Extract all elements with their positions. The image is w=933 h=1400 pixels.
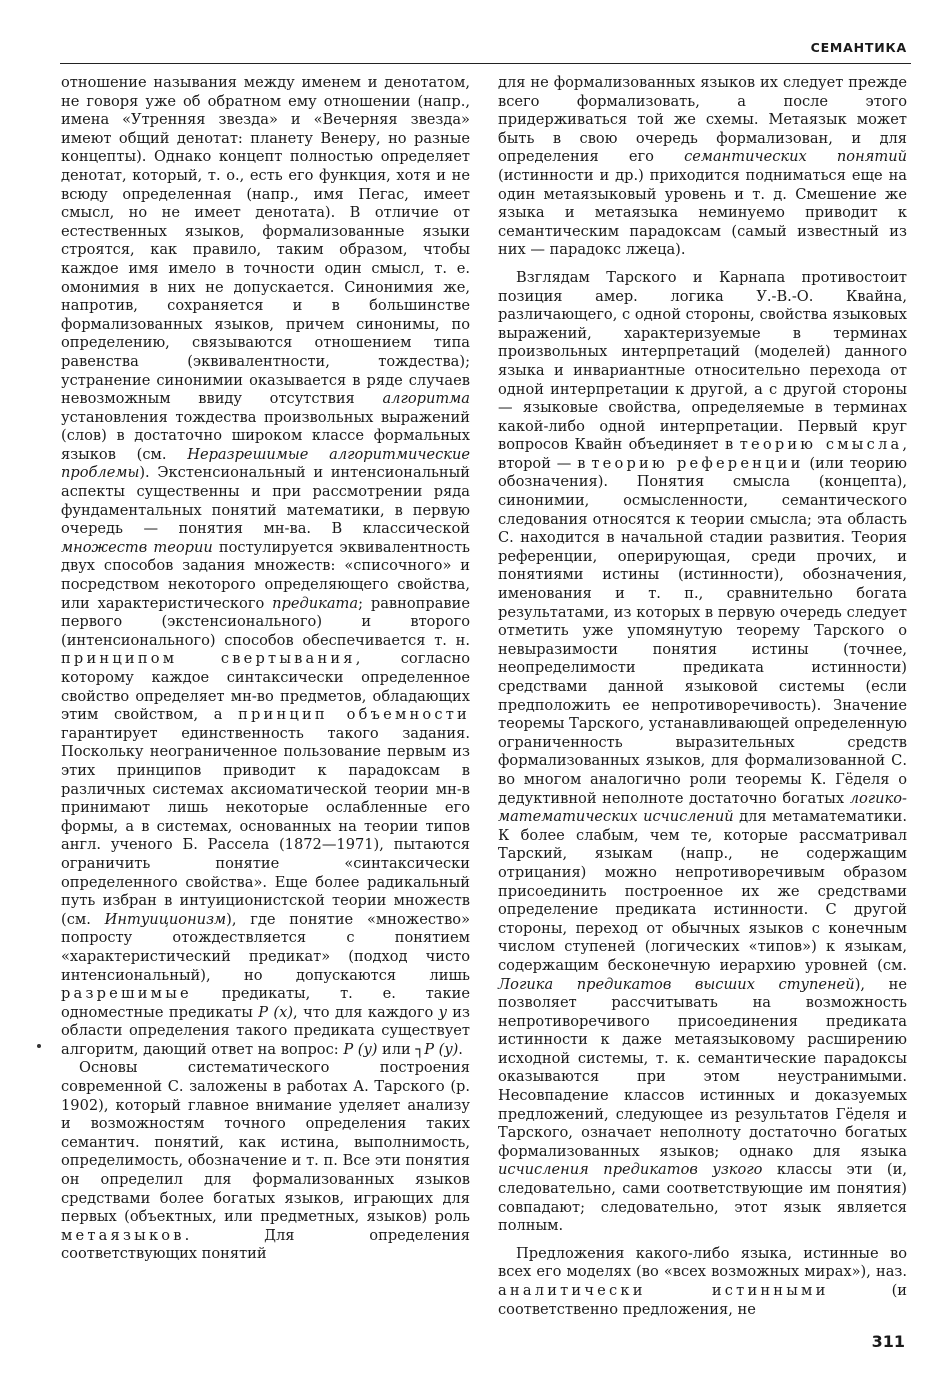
text-run: гарантирует единственность такого задания. Поскольку неограниченное пользование первым из этих принципов приводит к парадоксам в различных системах аксиоматической теории мн-в принимают лишь некоторые ослабленные его формы, а в системах, основанных на теории типов англ. ученого Б. Рассела (1872—1971), пытаются ограничить понятие «синтаксически определенного свойства». Еще более радикальный путь избран в интуиционистской теории множеств (см. [61, 724, 470, 928]
italic-term: семантических понятий [684, 148, 908, 166]
running-head: СЕМАНТИКА [810, 40, 907, 55]
text-run: Предложения какого-либо языка, истинные во всех его моделях (во «всех возможных мирах»), наз. [498, 1244, 907, 1281]
spaced-term: аналитически истинными [498, 1282, 829, 1299]
text-run: . [458, 1040, 463, 1058]
paragraph [61, 1059, 470, 1264]
header-rule [60, 63, 911, 64]
italic-term: предиката [272, 594, 359, 612]
text-run: предикаты, т. е. такие одноместные предикаты [61, 985, 470, 1021]
text-run: Взглядам Тарского и Карнапа противостоит позиция амер. логика У.-В.-О. Квайна, различающего, с одной стороны, свойства языковых выражений, характеризуемые в терминах произвольных интерпретаций (моделей) данного языка и инвариантные относительно перехода от одной интерпретации к другой, а с другой стороны — языковые свойства, определяемые в терминах какой-либо одной интерпретации. Первый круг вопросов Квайн объединяет в [498, 268, 907, 454]
italic-term: P (x) [258, 1003, 294, 1021]
italic-term: множеств теории [61, 538, 213, 556]
paragraph [498, 269, 907, 1236]
text-run: ), не позволяет рассчитывать на возможность непротиворечивого присоединения предиката истинности к даже метаязыковому расширению исходной системы, т. к. семантические парадоксы оказываются при этом неустранимыми. Несовпадение классов истинных и доказуемых предложений, следующее из результатов Гёделя и Тарского, означает неполноту достаточно богатых формализованных языков; однако для языка [498, 975, 907, 1160]
italic-term: Интуиционизм [104, 910, 227, 928]
text-run: отношение называния между именем и денотатом, не говоря уже об обратном ему отношении (напр., имена «Утренняя звезда» и «Вечерняя звезда» имеют общий денотат: планету Венеру, но разные концепты). Однако концепт полностью определяет денотат, который, т. о., есть его функция, хотя и не всюду определенная (напр., имя Пегас, имеет смысл, но не имеет денотата). В отличие от естественных языков, формализованные языки строятся, как правило, таким образом, чтобы каждое имя имело в точности один смысл, т. е. омонимия в них не допускается. Синонимия же, напротив, сохраняется и в большинстве формализованных языков, причем синонимы, по определению, связываются отношением типа равенства (эквивалентности, тождества); устранение синонимии оказывается в ряде случаев невозможным ввиду отсутствия [61, 74, 470, 408]
italic-term: P (y) [424, 1040, 459, 1058]
text-run: (истинности и др.) приходится подниматься еще на один метаязыковый уровень и т. д. Смешение же языка и метаязыка неминуемо приводит к семантическим парадоксам (самый известный из них — парадокс лжеца). [498, 166, 907, 259]
text-run: установления тождества произвольных выражений (слов) в достаточно широком классе формальных языков (см. [61, 408, 470, 463]
text-run: или ┐ [377, 1040, 425, 1058]
text-run: ), где понятие «множество» попросту отождествляется с понятием «характеристический предикат» (подход чисто интенсиональный), но допускаются лишь [61, 910, 471, 984]
text-run: . Для определения соответствующих понятий [61, 1226, 470, 1263]
text-run: (или теорию обозначения). Понятия смысла (концепта), синонимии, осмысленности, семантического следования относятся к теории смысла; эта область С. находится в начальной стадии развития. Теория референции, оперирующая, среди прочих, и понятиями истины (истинности), обозначения, именования и т. п., сравнительно богата результатами, из которых в первую очередь следует отметить уже упомянутую теорему Тарского о невыразимости понятия истины (точнее, неопределимости предиката истинности) средствами данной языковой системы (если предположить ее непротиворечивость). Значение теоремы Тарского, устанавливающей определенную ограниченность выразительных средств формализованных языков, для формализованной С. во многом аналогично роли теоремы К. Гёделя о дедуктивной неполноте достаточно богатых [498, 454, 907, 807]
text-run: классы эти (и, следовательно, сами соответствующие им понятия) совпадают; следовательно, этот язык является полным. [498, 1161, 907, 1235]
text-run: (и соответственно предложения, не [498, 1282, 907, 1318]
spaced-term: теорию смысла [739, 436, 903, 454]
spaced-term: теорию референции [591, 454, 804, 472]
italic-term: y [438, 1003, 447, 1021]
italic-term: исчисления предикатов узкого [498, 1161, 763, 1179]
page-number: 311 [871, 1332, 905, 1351]
left-column [61, 74, 470, 1264]
text-run: для метаматематики. К более слабым, чем те, которые рассматривал Тарский, языкам (напр., не содержащим отрицания) можно непротиворечивым образом присоединить построенное их же средствами определение предиката истинности. С другой стороны, переход от обычных языков с конечным числом ступеней (логических «типов») к языкам, содержащим бесконечную иерархию уровней (см. [498, 808, 908, 974]
margin-mark [37, 1044, 41, 1048]
paragraph [498, 74, 907, 260]
spaced-term: принцип объемности [238, 706, 470, 724]
italic-term: логико-математических исчислений [498, 789, 907, 826]
spaced-term: метаязыков [61, 1226, 185, 1244]
italic-term: Неразрешимые алгоритмические проблемы [61, 445, 471, 482]
paragraph [498, 1245, 907, 1319]
text-run: ). Экстенсиональный и интенсиональный аспекты существенны и при рассмотрении ряда фундаментальных понятий математики, в первую очередь — понятия мн-ва. В классической [61, 464, 470, 538]
text-run: постулируется эквивалентность двух способов задания множеств: «списочного» и посредством некоторого определяющего свойства, или характеристического [61, 538, 470, 612]
italic-term: Логика предикатов высших ступеней [498, 975, 855, 993]
text-run: , согласно которому каждое синтаксически определенное свойство определяет мн-во предметов, обладающих этим свойством, а [61, 650, 470, 724]
text-run: ; равноправие первого (экстенсионального) и второго (интенсионального) способов обеспечивается т. н. [61, 594, 470, 649]
text-run: Основы систематического построения современной С. заложены в работах А. Тарского (р. 1902), который главное внимание уделяет анализу и возможностям точного определения таких семантич. понятий, как истина, выполнимость, определимость, обозначение и т. п. Все эти понятия он определил для формализованных языков средствами более богатых языков, играющих для первых (объектных, или предметных, языков) роль [61, 1059, 470, 1226]
text-run: из области определения такого предиката существует алгоритм, дающий ответ на вопрос: [61, 1003, 470, 1058]
text-run: для не формализованных языков их следует прежде всего формализовать, а после этого придерживаться той же схемы. Метаязык может быть в свою очередь формализован, и для определения его [498, 74, 907, 166]
paragraph [61, 74, 470, 1059]
right-column [498, 74, 907, 1319]
spaced-term: разрешимые [61, 985, 192, 1003]
text-run: , второй — в [498, 436, 908, 472]
text-run: , что для каждого [293, 1003, 439, 1021]
italic-term: алгоритма [382, 390, 470, 408]
spaced-term: принципом свертывания [61, 650, 356, 668]
italic-term: P (y) [343, 1040, 378, 1058]
